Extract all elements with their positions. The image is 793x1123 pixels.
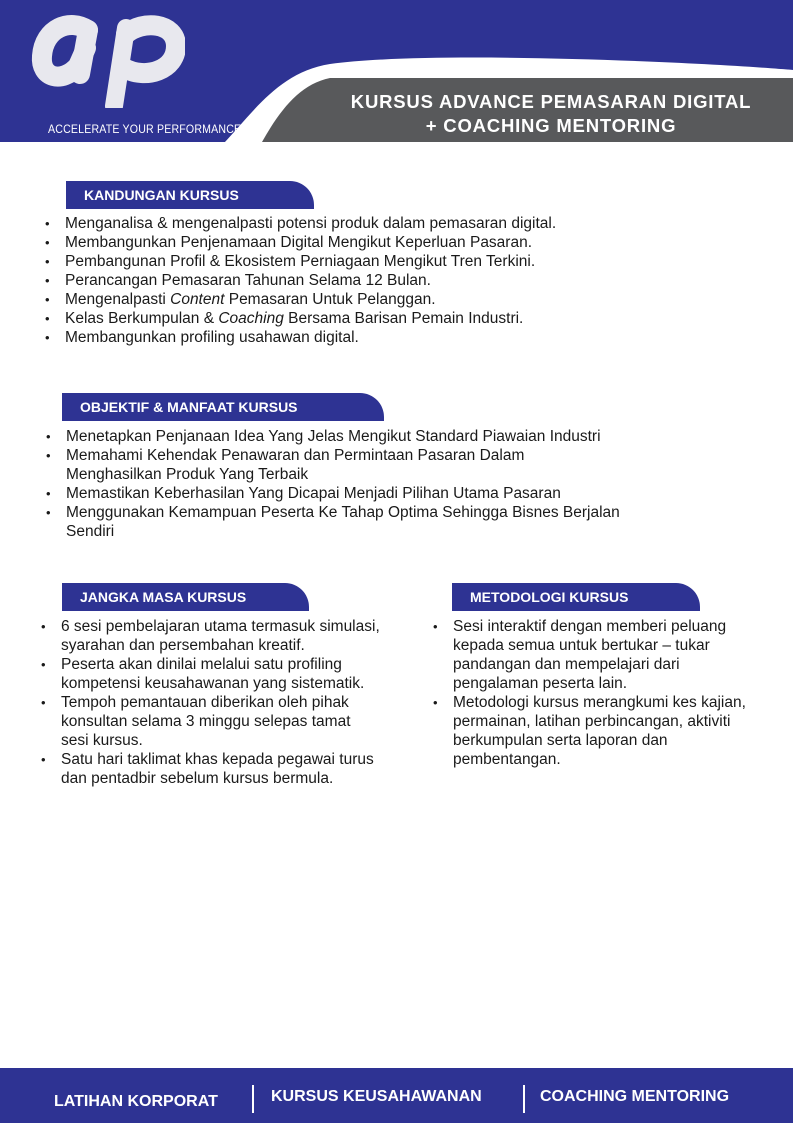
list-item: • Memastikan Keberhasilan Yang Dicapai Menjadi Pilihan Utama Pasaran	[46, 484, 696, 503]
list-item	[45, 290, 745, 309]
logo-tagline: ACCELERATE YOUR PERFORMANCE	[48, 124, 242, 136]
list-item: • Menganalisa & mengenalpasti potensi produk dalam pemasaran digital.	[45, 214, 745, 233]
section-tab-jangka-masa: JANGKA MASA KURSUS	[62, 583, 309, 611]
page-header	[0, 0, 793, 150]
list-item: • Pembangunan Profil & Ekosistem Perniagaan Mengikut Tren Terkini.	[45, 252, 745, 271]
footer-divider	[252, 1085, 254, 1113]
footer-item-coaching-mentoring: COACHING MENTORING	[540, 1087, 730, 1105]
objektif-list	[46, 427, 696, 541]
list-item-emphasis: Coaching	[218, 310, 284, 327]
page-title-line-2: + COACHING MENTORING	[425, 115, 677, 136]
kandungan-list	[45, 214, 745, 347]
list-item: • 6 sesi pembelajaran utama termasuk simulasi, syarahan dan persembahan kreatif.	[41, 617, 381, 655]
company-logo	[22, 8, 242, 136]
page-title-line-1: KURSUS ADVANCE PEMASARAN DIGITAL	[350, 91, 752, 112]
list-item: • Peserta akan dinilai melalui satu profiling kompetensi keusahawanan yang sistematik.	[41, 655, 381, 693]
list-item: • Metodologi kursus merangkumi kes kajian, permainan, latihan perbincangan, aktiviti berkumpulan serta laporan dan pembentangan.	[433, 693, 751, 769]
jangka-masa-list	[41, 617, 381, 788]
list-item: • Perancangan Pemasaran Tahunan Selama 12 Bulan.	[45, 271, 745, 290]
section-tab-kandungan: KANDUNGAN KURSUS	[66, 181, 314, 209]
footer-divider	[523, 1085, 525, 1113]
list-item	[45, 309, 745, 328]
section-tab-metodologi: METODOLOGI KURSUS	[452, 583, 700, 611]
list-item: • Sesi interaktif dengan memberi peluang kepada semua untuk bertukar – tukar pandangan dan mempelajari dari pengalaman peserta lain.	[433, 617, 751, 693]
footer-item-kursus-keusahawanan: KURSUS KEUSAHAWANAN	[271, 1087, 482, 1105]
list-item-text: Mengenalpasti	[65, 291, 171, 308]
list-item-text: Bersama Barisan Pemain Industri.	[283, 310, 524, 327]
footer-item-latihan-korporat: LATIHAN KORPORAT	[54, 1092, 218, 1110]
list-item: • Membangunkan Penjenamaan Digital Mengikut Keperluan Pasaran.	[45, 233, 745, 252]
page-title	[330, 90, 772, 138]
list-item: • Memahami Kehendak Penawaran dan Permintaan Pasaran Dalam Menghasilkan Produk Yang Terbaik	[46, 446, 606, 484]
metodologi-list	[433, 617, 751, 769]
list-item: • Satu hari taklimat khas kepada pegawai turus dan pentadbir sebelum kursus bermula.	[41, 750, 381, 788]
list-item: • Membangunkan profiling usahawan digital.	[45, 328, 745, 347]
list-item: • Tempoh pemantauan diberikan oleh pihak konsultan selama 3 minggu selepas tamat sesi kursus.	[41, 693, 381, 750]
list-item: • Menetapkan Penjanaan Idea Yang Jelas Mengikut Standard Piawaian Industri	[46, 427, 696, 446]
page-footer	[0, 1068, 793, 1123]
list-item-emphasis: Content	[170, 291, 225, 308]
list-item: • Menggunakan Kemampuan Peserta Ke Tahap Optima Sehingga Bisnes Berjalan Sendiri	[46, 503, 646, 541]
section-tab-objektif: OBJEKTIF & MANFAAT KURSUS	[62, 393, 384, 421]
ap-logo-mark	[30, 8, 185, 108]
list-item-text: Kelas Berkumpulan &	[65, 310, 219, 327]
list-item-text: Pemasaran Untuk Pelanggan.	[224, 291, 436, 308]
